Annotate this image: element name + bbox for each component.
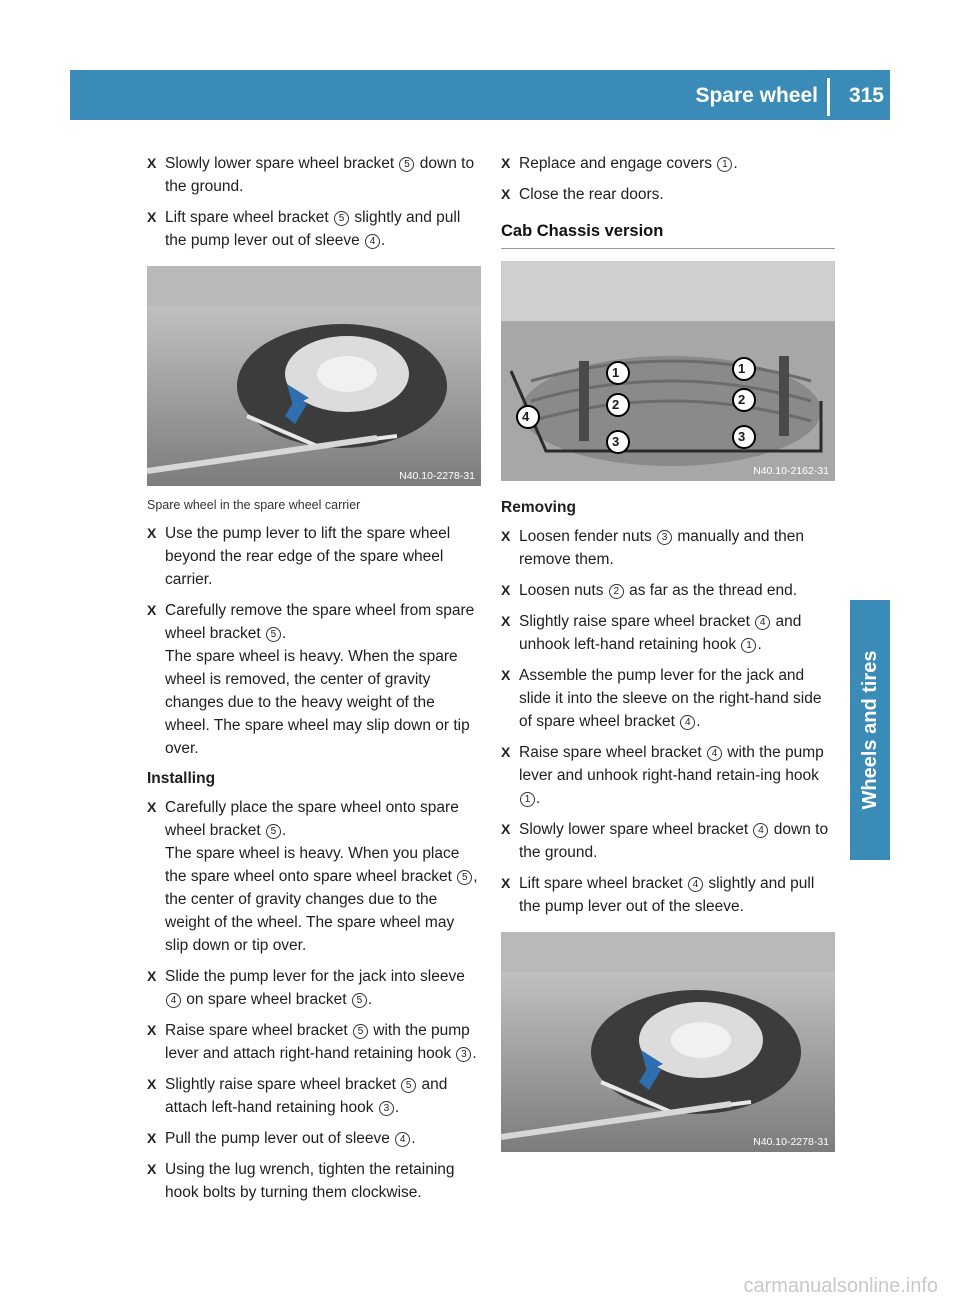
step-text-part: . — [381, 232, 386, 249]
callout-number: 5 — [266, 627, 281, 642]
step-marker-icon: X — [501, 875, 511, 891]
step-text — [165, 1127, 481, 1150]
step-text-part: and attach left-hand retaining hook — [165, 1076, 448, 1116]
step-text — [519, 741, 835, 810]
instruction-step — [501, 818, 835, 864]
step-text — [165, 796, 481, 842]
step-text-part: . — [733, 155, 738, 172]
cab-chassis-photo — [501, 261, 835, 481]
step-text-part: Raise spare wheel bracket — [165, 1022, 352, 1039]
section-heading-cab-chassis: Cab Chassis version — [501, 222, 835, 249]
step-text-part: . — [281, 625, 287, 642]
callout-label-1: 1 — [612, 365, 620, 380]
page-number: 315 — [848, 84, 884, 107]
instruction-step — [147, 522, 481, 591]
step-text — [165, 1073, 481, 1119]
callout-number: 1 — [520, 792, 535, 807]
step-marker-icon: X — [147, 968, 157, 984]
instruction-step — [147, 152, 481, 198]
instruction-step — [501, 183, 835, 206]
step-marker-icon: X — [147, 799, 157, 815]
step-text-part: down to the ground. — [519, 821, 829, 861]
step-text — [165, 599, 481, 645]
steps-group-a — [147, 152, 481, 252]
instruction-step — [147, 965, 481, 1011]
callout-label-3: 3 — [612, 434, 620, 449]
step-text-part: . — [367, 991, 373, 1008]
image-code: N40.10-2278-31 — [753, 1136, 829, 1148]
callout-number: 4 — [753, 823, 768, 838]
step-marker-icon: X — [147, 1130, 157, 1146]
step-text-part: Slowly lower spare wheel bracket — [165, 155, 399, 172]
step-text-part: slightly and pull the pump lever out of the sleeve. — [519, 875, 815, 915]
step-text — [165, 1158, 481, 1204]
steps-group-right-a — [501, 152, 835, 206]
step-text-part: The spare wheel is heavy. When you place the spare wheel onto spare wheel bracket — [165, 845, 460, 885]
step-text-part: Using the lug wrench, tighten the retaining hook bolts by turning them clockwise. — [165, 1161, 455, 1201]
instruction-step — [147, 1158, 481, 1204]
step-text — [165, 965, 481, 1011]
step-text-part: Assemble the pump lever for the jack and slide it into the sleeve on the right-hand side of spare wheel bracket — [519, 667, 822, 730]
step-text-part: Raise spare wheel bracket — [519, 744, 706, 761]
callout-label-3b: 3 — [738, 429, 746, 444]
step-marker-icon: X — [501, 821, 511, 837]
instruction-step — [501, 152, 835, 175]
step-text-part: Lift spare wheel bracket — [165, 209, 334, 226]
step-text — [519, 818, 835, 864]
step-marker-icon: X — [147, 1076, 157, 1092]
step-text-part: . — [472, 1045, 477, 1062]
callout-number: 5 — [399, 157, 414, 172]
step-note: The spare wheel is heavy. When the spare wheel is removed, the center of gravity changes due to the heavy weight of the wheel. The spare wheel may slip down or tip over. — [165, 648, 470, 757]
instruction-step — [501, 525, 835, 571]
callout-number: 5 — [266, 824, 281, 839]
removing-subheading: Removing — [501, 499, 576, 516]
step-marker-icon: X — [501, 528, 511, 544]
step-text-part: manually and then remove them. — [519, 528, 805, 568]
installing-subheading: Installing — [147, 770, 216, 787]
callout-number: 1 — [717, 157, 732, 172]
instruction-step — [147, 1073, 481, 1119]
step-text-part: with the pump lever and unhook right-hand retain-ing hook — [519, 744, 824, 784]
step-text-part: Replace and engage covers — [519, 155, 717, 172]
callout-number: 5 — [334, 211, 349, 226]
step-text-part: Slowly lower spare wheel bracket — [519, 821, 753, 838]
callout-number: 4 — [365, 234, 380, 249]
callout-number: 3 — [657, 530, 672, 545]
callout-label-1b: 1 — [738, 361, 746, 376]
instruction-step — [147, 1127, 481, 1150]
step-text-part: Slightly raise spare wheel bracket — [165, 1076, 401, 1093]
step-text — [519, 664, 835, 733]
step-text-part: and unhook left-hand retaining hook — [519, 613, 802, 653]
callout-number: 4 — [755, 615, 770, 630]
callout-number: 3 — [379, 1101, 394, 1116]
step-text-part: Close the rear doors. — [519, 186, 664, 203]
spare-wheel-carrier-illustration — [147, 266, 481, 486]
step-text — [519, 872, 835, 918]
step-text — [519, 525, 835, 571]
page-header-title: Spare wheel — [695, 84, 818, 107]
spare-wheel-illustration-2 — [501, 932, 835, 1152]
callout-number: 2 — [609, 584, 624, 599]
step-text-part: Lift spare wheel bracket — [519, 875, 688, 892]
step-text-part: slightly and pull the pump lever out of sleeve — [165, 209, 461, 249]
step-text-part: . — [394, 1099, 400, 1116]
right-column — [501, 152, 835, 1152]
left-column — [147, 152, 481, 1212]
instruction-step — [501, 741, 835, 810]
instruction-step — [501, 872, 835, 918]
instruction-step — [501, 664, 835, 733]
instruction-step — [501, 579, 835, 602]
spare-wheel-photo-2 — [501, 932, 835, 1152]
image-code: N40.10-2278-31 — [399, 470, 475, 482]
step-text-part: Slide the pump lever for the jack into sleeve — [165, 968, 465, 985]
spare-wheel-carrier-photo — [147, 266, 481, 486]
callout-number: 4 — [395, 1132, 410, 1147]
callout-number: 4 — [688, 877, 703, 892]
step-text-part: Loosen fender nuts — [519, 528, 657, 545]
steps-group-b — [147, 522, 481, 760]
step-text — [165, 1019, 481, 1065]
step-marker-icon: X — [501, 186, 511, 202]
step-marker-icon: X — [501, 667, 511, 683]
callout-number: 5 — [352, 993, 367, 1008]
chapter-side-tab — [850, 600, 890, 860]
step-text — [165, 206, 481, 252]
step-text-part: . — [696, 713, 701, 730]
step-marker-icon: X — [501, 582, 511, 598]
callout-number: 1 — [741, 638, 756, 653]
instruction-step — [147, 1019, 481, 1065]
step-text-part: . — [757, 636, 762, 653]
instruction-step — [147, 206, 481, 252]
step-text — [165, 152, 481, 198]
step-text-part: Loosen nuts — [519, 582, 608, 599]
image-code: N40.10-2162-31 — [753, 465, 829, 477]
step-text-part: . — [536, 790, 541, 807]
step-marker-icon: X — [147, 602, 157, 618]
step-text-part: as far as the thread end. — [624, 582, 798, 599]
step-text — [519, 610, 835, 656]
step-marker-icon: X — [147, 525, 157, 541]
callout-number: 4 — [707, 746, 722, 761]
callout-number: 5 — [401, 1078, 416, 1093]
step-text-part: . — [411, 1130, 416, 1147]
step-text-part: Carefully place the spare wheel onto spare wheel bracket — [165, 799, 459, 839]
step-text-part: Use the pump lever to lift the spare wheel beyond the rear edge of the spare wheel carrier. — [165, 525, 451, 588]
header-bar — [70, 70, 890, 120]
steps-group-c — [147, 796, 481, 1204]
step-text-part: with the pump lever and attach right-hand retaining hook — [165, 1022, 470, 1062]
step-marker-icon: X — [501, 155, 511, 171]
instruction-step — [147, 599, 481, 760]
image-caption: Spare wheel in the spare wheel carrier — [147, 498, 361, 512]
step-text-part: down to the ground. — [165, 155, 475, 195]
callout-number: 5 — [457, 870, 472, 885]
step-text — [519, 152, 835, 175]
step-marker-icon: X — [147, 1022, 157, 1038]
callout-number: 4 — [680, 715, 695, 730]
step-text-part: Carefully remove the spare wheel from spare wheel bracket — [165, 602, 475, 642]
step-text-part: . — [281, 822, 287, 839]
callout-label-2b: 2 — [738, 392, 746, 407]
step-text-part: Slightly raise spare wheel bracket — [519, 613, 755, 630]
step-marker-icon: X — [147, 155, 157, 171]
step-text — [519, 579, 835, 602]
step-marker-icon: X — [501, 613, 511, 629]
callout-number: 4 — [166, 993, 181, 1008]
step-marker-icon: X — [147, 209, 157, 225]
step-marker-icon: X — [501, 744, 511, 760]
cab-chassis-illustration — [501, 261, 835, 481]
step-text-part: Pull the pump lever out of sleeve — [165, 1130, 395, 1147]
callout-number: 5 — [353, 1024, 368, 1039]
step-text-part: on spare wheel bracket — [182, 991, 351, 1008]
watermark-text: carmanualsonline.info — [743, 1275, 938, 1297]
header-separator — [827, 78, 830, 116]
chapter-side-tab-label: Wheels and tires — [859, 650, 881, 810]
step-text — [519, 183, 835, 206]
step-marker-icon: X — [147, 1161, 157, 1177]
callout-label-2: 2 — [612, 397, 620, 412]
callout-label-4: 4 — [522, 409, 530, 424]
instruction-step — [501, 610, 835, 656]
step-text-part: , the center of gravity changes due to the weight of the wheel. The spare wheel may slip down or tip over. — [165, 868, 478, 954]
instruction-step — [147, 796, 481, 957]
steps-group-right-b — [501, 525, 835, 918]
callout-number: 3 — [456, 1047, 471, 1062]
step-note — [165, 842, 481, 957]
step-text — [165, 522, 481, 591]
